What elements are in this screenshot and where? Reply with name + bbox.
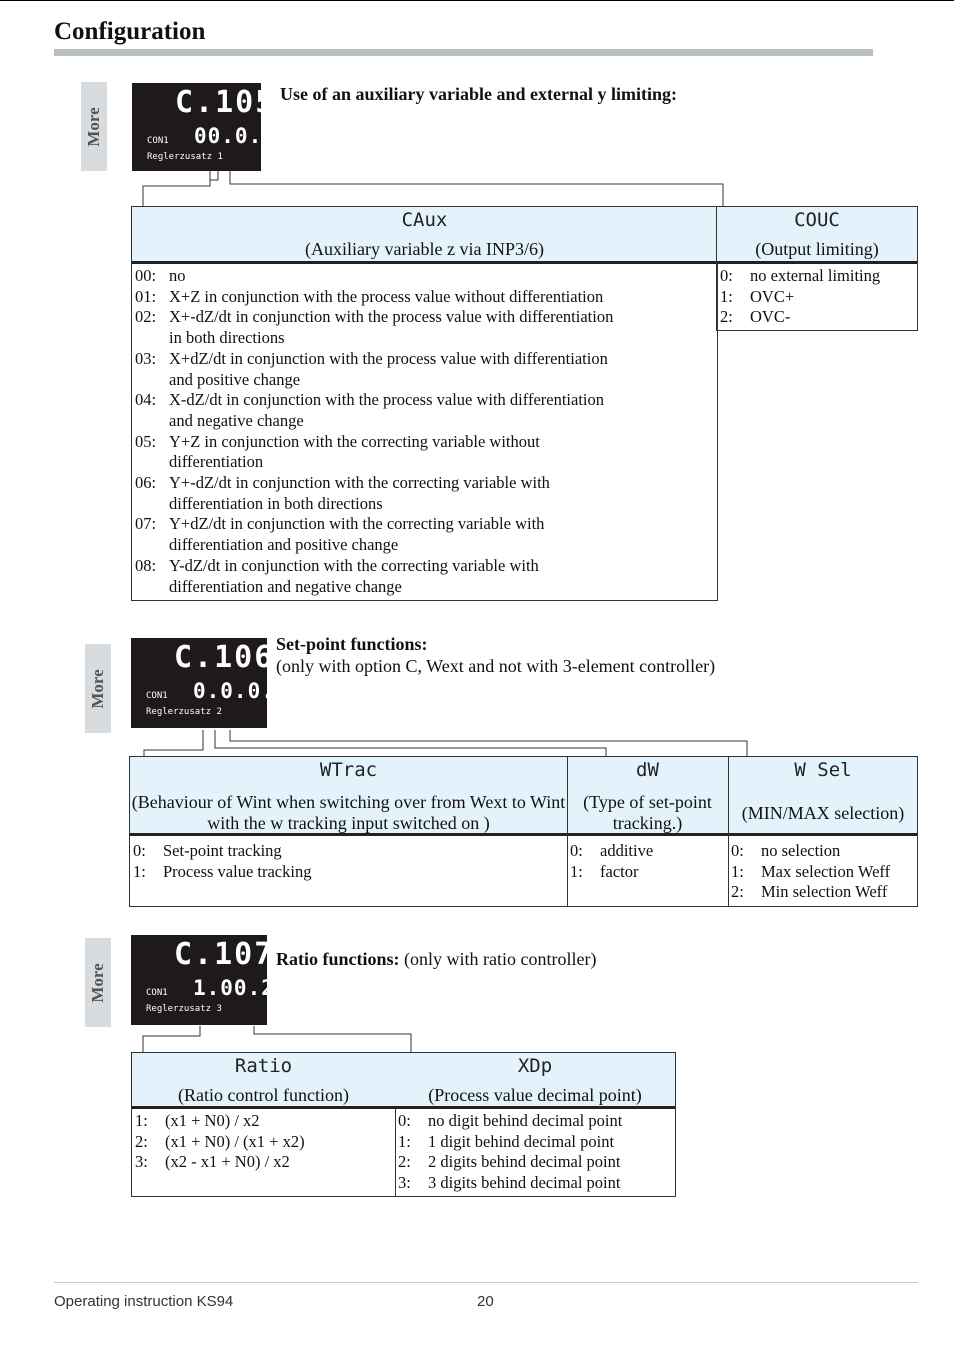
lcd-con: CON1 <box>147 136 169 146</box>
option-list <box>570 841 725 882</box>
option-code <box>135 494 169 515</box>
header-cell-xdp <box>395 1053 675 1106</box>
option-code: 1: <box>570 861 583 881</box>
option-code: 0: <box>570 841 583 860</box>
page-title: Configuration <box>54 18 206 45</box>
option-text: X+Z in conjunction with the process value without differentiation <box>169 286 604 306</box>
option-text: Process value tracking <box>163 861 312 881</box>
lcd-value: 0.0.0.0 <box>193 679 289 703</box>
list-item <box>135 370 715 391</box>
lcd-display-c105 <box>132 83 276 171</box>
option-code: 1: <box>135 1111 148 1130</box>
option-code: 04: <box>135 390 157 410</box>
option-text: no selection <box>761 841 841 860</box>
lcd-code: C.106 <box>174 640 275 675</box>
option-text: 1 digit behind decimal point <box>428 1131 615 1151</box>
list-item <box>135 473 715 494</box>
param-name: XDp <box>517 1055 553 1077</box>
option-code: 1: <box>720 286 733 306</box>
option-text: no <box>169 266 186 285</box>
list-item <box>135 390 715 411</box>
lcd-display-c106 <box>131 638 289 728</box>
table-header <box>132 207 717 264</box>
lcd-con: CON1 <box>146 691 168 701</box>
list-item <box>133 841 563 862</box>
param-name: Ratio <box>234 1055 293 1077</box>
list-item <box>133 862 563 883</box>
option-text: (x1 + N0) / (x1 + x2) <box>165 1131 305 1151</box>
list-item <box>135 1111 392 1132</box>
option-text: X+dZ/dt in conjunction with the process value with differentiation <box>169 348 608 368</box>
list-item <box>398 1173 674 1194</box>
param-name: CAux <box>401 209 448 231</box>
heading-bold: Set-point functions: <box>276 634 428 654</box>
option-text: differentiation <box>169 452 264 472</box>
option-code: 3: <box>135 1152 148 1172</box>
list-item <box>135 514 715 535</box>
option-code <box>135 411 169 432</box>
footer-doc-title: Operating instruction KS94 <box>54 1293 234 1310</box>
option-text: Y+dZ/dt in conjunction with the correcting variable with <box>169 514 545 534</box>
option-text: no digit behind decimal point <box>428 1111 623 1130</box>
list-item <box>135 266 715 287</box>
option-text: 2 digits behind decimal point <box>428 1152 621 1172</box>
column-divider <box>395 1109 396 1196</box>
list-item <box>135 411 715 432</box>
option-text: OVC- <box>750 307 791 327</box>
column-divider <box>728 757 729 906</box>
option-text: additive <box>600 841 654 860</box>
section-heading <box>276 633 715 677</box>
option-code: 07: <box>135 514 157 534</box>
option-code <box>135 535 169 556</box>
lcd-display-c107 <box>131 935 275 1025</box>
option-code: 1: <box>398 1131 411 1151</box>
param-name: dW <box>636 759 659 781</box>
column-divider <box>567 757 568 906</box>
option-text: Y+Z in conjunction with the correcting variable without <box>169 431 540 451</box>
header-cell-dw <box>567 757 728 833</box>
option-list <box>398 1111 674 1194</box>
option-text: X+-dZ/dt in conjunction with the process value with differentiation <box>169 307 614 327</box>
option-code: 00: <box>135 266 157 285</box>
list-item <box>135 556 715 577</box>
lcd-value: 1.00.2 <box>193 976 275 1000</box>
option-code: 03: <box>135 348 157 368</box>
option-code <box>135 577 169 598</box>
more-tab[interactable] <box>81 82 107 171</box>
option-code: 0: <box>133 841 146 860</box>
lcd-reg: Reglerzusatz 1 <box>147 152 223 162</box>
option-code: 0: <box>720 266 733 285</box>
list-item <box>135 535 715 556</box>
option-code: 05: <box>135 431 157 451</box>
footer-rule <box>54 1282 918 1283</box>
lcd-reg: Reglerzusatz 3 <box>146 1004 222 1014</box>
option-code: 2: <box>135 1131 148 1151</box>
list-item <box>731 862 916 883</box>
param-desc: (Process value decimal point) <box>428 1085 642 1105</box>
list-item <box>135 1152 392 1173</box>
list-item <box>135 287 715 308</box>
lcd-reg: Reglerzusatz 2 <box>146 707 222 717</box>
header-cell-wsel <box>728 757 918 833</box>
lcd-code: C.107 <box>174 937 275 972</box>
option-code: 0: <box>398 1111 411 1130</box>
page-number: 20 <box>477 1293 494 1310</box>
heading-bold: Ratio functions: <box>276 949 400 969</box>
table-header <box>132 1053 675 1109</box>
option-text: Min selection Weff <box>761 882 888 902</box>
list-item <box>135 494 715 515</box>
option-code: 3: <box>398 1173 411 1193</box>
option-list <box>133 841 563 882</box>
list-item <box>731 882 916 903</box>
option-code: 06: <box>135 473 157 493</box>
option-text: 3 digits behind decimal point <box>428 1173 621 1193</box>
lcd-con: CON1 <box>146 988 168 998</box>
option-code: 01: <box>135 286 157 306</box>
param-desc: (Auxiliary variable z via INP3/6) <box>305 239 544 259</box>
more-tab[interactable] <box>85 938 111 1027</box>
table-setpoint <box>129 756 918 907</box>
option-text: and positive change <box>169 369 301 389</box>
option-code <box>135 452 169 473</box>
list-item <box>135 432 715 453</box>
param-desc: (Ratio control function) <box>178 1085 349 1105</box>
param-desc: (Type of set-point tracking.) <box>583 792 712 833</box>
option-text: in both directions <box>169 328 285 348</box>
option-code: 2: <box>398 1152 411 1172</box>
more-label: More <box>88 962 107 1003</box>
option-text: differentiation and positive change <box>169 535 399 555</box>
list-item <box>720 287 916 308</box>
option-list <box>135 266 715 597</box>
lcd-code: C.105 <box>175 85 276 120</box>
section-heading <box>280 83 677 105</box>
option-text: differentiation and negative change <box>169 576 402 596</box>
table-header <box>130 757 917 836</box>
option-list <box>135 1111 392 1173</box>
param-name: W Sel <box>794 759 852 781</box>
option-text: (x1 + N0) / x2 <box>165 1111 260 1130</box>
option-text: Max selection Weff <box>761 861 891 881</box>
section-heading <box>276 948 596 970</box>
list-item <box>570 841 725 862</box>
heading-rest: (only with ratio controller) <box>399 949 597 969</box>
option-text: Set-point tracking <box>163 841 282 860</box>
list-item <box>135 349 715 370</box>
option-text: OVC+ <box>750 286 795 306</box>
table-couc <box>716 206 918 331</box>
option-code: 1: <box>731 861 744 881</box>
option-text: Y+-dZ/dt in conjunction with the correcting variable with <box>169 473 550 493</box>
list-item <box>135 307 715 328</box>
param-desc: (MIN/MAX selection) <box>741 803 905 823</box>
table-caux <box>131 206 718 601</box>
list-item <box>398 1132 674 1153</box>
list-item <box>135 452 715 473</box>
list-item <box>135 1132 392 1153</box>
option-code <box>135 370 169 391</box>
param-desc: (Output limiting) <box>755 239 879 259</box>
param-desc: (Behaviour of Wint when switching over from Wext to Wint with the w tracking input switched on ) <box>131 792 566 833</box>
option-list <box>731 841 916 903</box>
list-item <box>135 577 715 598</box>
option-text: factor <box>600 861 639 881</box>
list-item <box>135 328 715 349</box>
list-item <box>720 266 916 287</box>
more-label: More <box>84 106 103 147</box>
option-text: Y-dZ/dt in conjunction with the correcting variable with <box>169 555 539 575</box>
list-item <box>570 862 725 883</box>
option-code: 02: <box>135 307 157 327</box>
table-header <box>717 207 917 264</box>
heading-bold: Use of an auxiliary variable and external y limiting: <box>280 84 677 104</box>
option-text: differentiation in both directions <box>169 493 383 513</box>
option-code <box>135 328 169 349</box>
header-cell-wtrac <box>130 757 567 833</box>
param-name: COUC <box>794 209 840 231</box>
option-code: 08: <box>135 555 157 575</box>
option-code: 2: <box>720 307 733 327</box>
heading-line2: (only with option C, Wext and not with 3-element controller) <box>276 656 716 676</box>
more-label: More <box>88 668 107 709</box>
list-item <box>720 307 916 328</box>
list-item <box>731 841 916 862</box>
list-item <box>398 1111 674 1132</box>
option-text: (x2 - x1 + N0) / x2 <box>165 1152 290 1172</box>
param-name: WTrac <box>319 759 378 781</box>
option-code: 0: <box>731 841 744 860</box>
option-text: and negative change <box>169 410 304 430</box>
list-item <box>398 1152 674 1173</box>
option-code: 2: <box>731 882 744 902</box>
table-ratio <box>131 1052 676 1197</box>
more-tab[interactable] <box>85 644 111 733</box>
lcd-value: 00.0.0 <box>194 124 276 148</box>
option-text: no external limiting <box>750 266 881 285</box>
option-code: 1: <box>133 861 146 881</box>
option-text: X-dZ/dt in conjunction with the process value with differentiation <box>169 390 605 410</box>
option-list <box>720 266 916 328</box>
header-cell-ratio <box>132 1053 395 1106</box>
